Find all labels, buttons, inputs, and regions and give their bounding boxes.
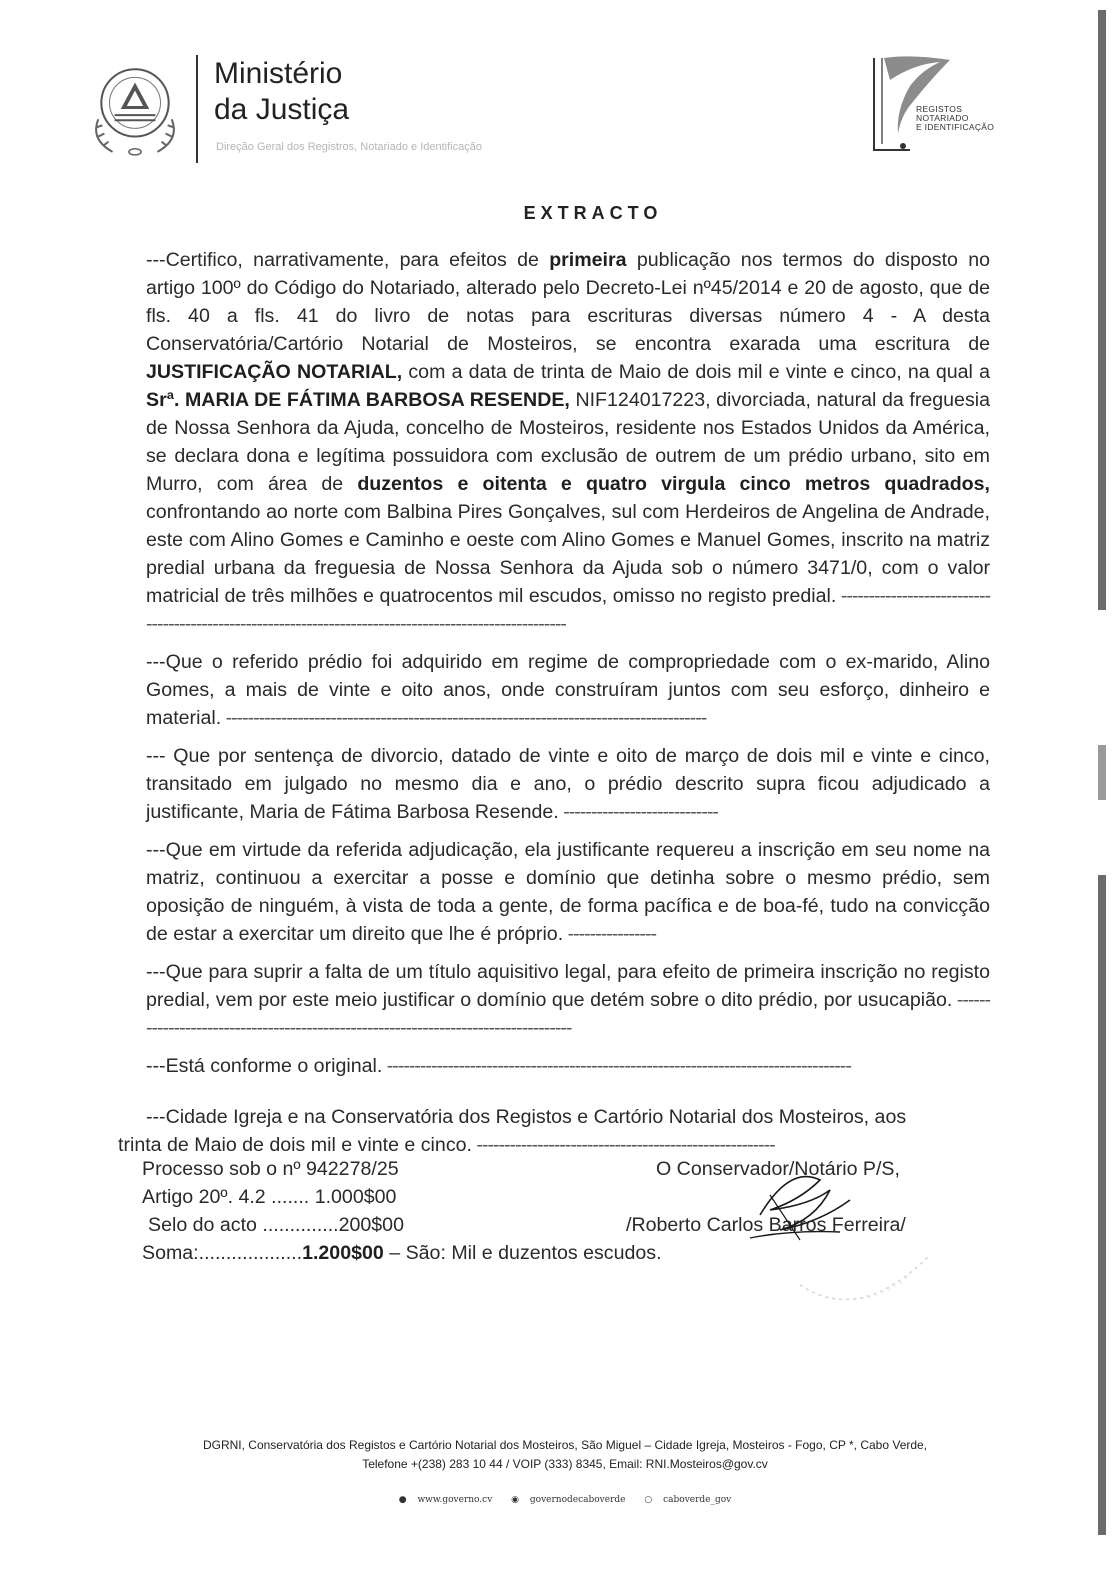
p6-text: ---Está conforme o original. (146, 1055, 383, 1077)
scan-edge-bar (1098, 10, 1106, 610)
p1-text-g: NIF124017223, divorciada, natural da freguesia de Nossa Senhora da Ajuda, concelho de Mosteiros, residente nos Estados Unidos da América, se declara dona e legítima possuidora com exclusão de outrem de um prédio urbano, sito em Murro, com área de (146, 389, 990, 495)
rni-line-3: E IDENTIFICAÇÃO (916, 122, 995, 132)
p1-bold-area: duzentos e oitenta e quatro virgula cinco metros quadrados, (357, 473, 990, 495)
paragraph-possession (146, 836, 990, 948)
ministry-name (214, 56, 349, 128)
facebook-icon: ◉ (511, 1495, 520, 1505)
instagram-icon: ○ (644, 1495, 653, 1505)
ministry-subtitle: Direção Geral dos Registros, Notariado e Identificação (216, 141, 482, 153)
place-date-line-1: ---Cidade Igreja e na Conservatória dos Registos e Cartório Notarial dos Mosteiros, aos (146, 1106, 907, 1128)
p1-dash-fill: ------------------------------------------------------------------------------------------------------- (146, 585, 990, 635)
paragraph-acquisition (146, 648, 990, 732)
p3-text: --- Que por sentença de divorcio, datado de vinte e oito de março de dois mil e vinte e cinco, transitado em julgado no mesmo dia e ano, o prédio descrito supra ficou adjudicado a justificante, Maria de Fátima Barbosa Resende. (146, 745, 990, 823)
cabo-verde-coat-of-arms-icon (84, 58, 186, 160)
p1-bold-name: Srª. MARIA DE FÁTIMA BARBOSA RESENDE, (146, 389, 570, 411)
p1-bold-justificacao: JUSTIFICAÇÃO NOTARIAL, (146, 361, 403, 383)
rni-logo (870, 50, 1030, 160)
globe-icon: ● (398, 1495, 407, 1505)
p1-text-a: ---Certifico, narrativamente, para efeitos de (146, 249, 550, 271)
ministry-line-1: Ministério (214, 57, 343, 90)
rni-line-2: NOTARIADO (916, 113, 969, 123)
footer-address (0, 1436, 1120, 1474)
paragraph-certification (146, 246, 990, 638)
p2-text: ---Que o referido prédio foi adquirido em regime de compropriedade com o ex-marido, Alino Gomes, a mais de vinte e oito anos, onde construíram juntos com seu esforço, dinheiro e material. (146, 651, 990, 729)
p1-text-c: publicação nos termos do disposto no artigo 100º do Código do Notariado, alterado pelo Decreto-Lei nº45/2014 e 20 de agosto, que de fls. 40 a fls. 41 do livro de notas para escrituras diversas número 4 - A desta Conservatória/Cartório Notarial de Mosteiros, se encontra exarada uma escritura de (146, 249, 990, 355)
p6-dash-fill: ------------------------------------------------------------------------------------ (382, 1055, 851, 1077)
place-date-line-2-text: trinta de Maio de dois mil e vinte e cinco. (118, 1134, 472, 1156)
p2-dash-fill: --------------------------------------------------------------------------------------- (221, 707, 707, 729)
rni-text (916, 105, 994, 132)
footer-link-facebook-text: governodecaboverde (529, 1495, 626, 1505)
fee-processo: Processo sob o nº 942278/25 (142, 1158, 399, 1180)
fee-soma-value: 1.200$00 (302, 1242, 384, 1264)
p5-text: ---Que para suprir a falta de um título aquisitivo legal, para efeito de primeira inscrição no registo predial, vem por este meio justificar o domínio que detém sobre o dito prédio, por usucapião. (146, 961, 990, 1011)
footer-link-instagram-text: caboverde_gov (663, 1495, 732, 1505)
footer-line-1: DGRNI, Conservatória dos Registos e Cartório Notarial dos Mosteiros, São Miguel – Cidade Igreja, Mosteiros - Fogo, CP *, Cabo Verde, (202, 1438, 928, 1452)
p1-bold-primeira: primeira (549, 249, 627, 271)
faint-stamp (790, 1235, 940, 1325)
fees-block (142, 1155, 662, 1267)
paragraph-usucapiao (146, 958, 990, 1042)
header-divider (196, 55, 198, 163)
footer-link-web[interactable] (395, 1495, 497, 1505)
footer-link-web-text: www.governo.cv (417, 1495, 493, 1505)
fee-artigo: Artigo 20º. 4.2 ....... 1.000$00 (142, 1186, 397, 1208)
fee-soma-label: Soma:................... (142, 1242, 303, 1264)
paragraph-divorce (146, 742, 990, 826)
footer-link-instagram[interactable] (640, 1495, 735, 1505)
footer-links (0, 1495, 1120, 1505)
signer-title: O Conservador/Notário P/S, (656, 1158, 900, 1180)
footer-link-facebook[interactable] (507, 1495, 629, 1505)
document-body (146, 246, 990, 1090)
p4-text: ---Que em virtude da referida adjudicação, ela justificante requereu a inscrição em seu nome na matriz, continuou a exercitar a posse e domínio que detinha sobre o mesmo prédio, sem oposição de ninguém, à vista de toda a gente, de forma pacífica e de boa-fé, tudo na convicção de estar a exercitar um direito que lhe é próprio. (146, 839, 990, 945)
p1-text-e: com a data de trinta de Maio de dois mil e vinte e cinco, na qual a (402, 361, 990, 383)
fee-soma (142, 1239, 662, 1267)
p3-dash-fill: ---------------------------- (558, 801, 718, 823)
p1-text-i: confrontando ao norte com Balbina Pires Gonçalves, sul com Herdeiros de Angelina de Andrade, este com Alino Gomes e Caminho e oeste com Alino Gomes e Manuel Gomes, inscrito na matriz predial urbana da freguesia de Nossa Senhora da Ajuda sob o número 3471/0, com o valor matricial de três milhões e quatrocentos mil escudos, omisso no registo predial. (146, 501, 990, 607)
p7-dash-fill: ------------------------------------------------------ (471, 1134, 775, 1156)
scan-edge-bar (1098, 745, 1106, 800)
ministry-line-2: da Justiça (214, 93, 350, 126)
signer-name: /Roberto Carlos Barros Ferreira/ (626, 1214, 906, 1236)
paragraph-conformity (146, 1052, 990, 1080)
document-title: EXTRACTO (523, 203, 663, 223)
paragraph-place-date (118, 1103, 998, 1159)
fee-selo: Selo do acto ..............200$00 (148, 1214, 404, 1236)
ministry-header (84, 50, 524, 170)
footer-line-2: Telefone +(238) 283 10 44 / VOIP (333) 8345, Email: RNI.Mosteiros@gov.cv (362, 1457, 768, 1471)
rni-line-1: REGISTOS (916, 104, 963, 114)
fee-soma-words: – São: Mil e duzentos escudos. (383, 1242, 662, 1264)
p4-dash-fill: ---------------- (563, 923, 656, 945)
p5-dash-fill: ----------------------------------------------------------------------------------- (146, 989, 991, 1039)
